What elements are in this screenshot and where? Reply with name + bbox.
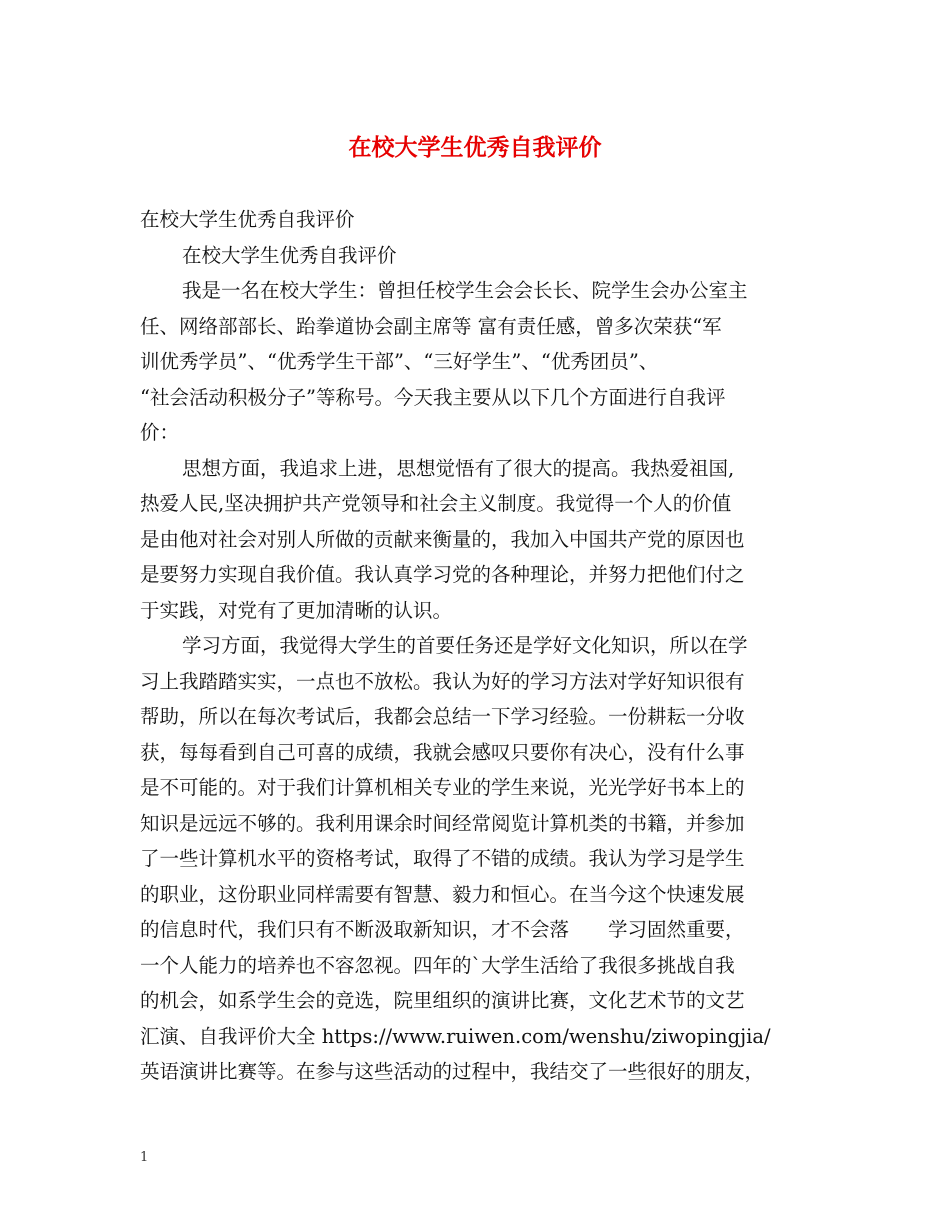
text-line: 学习方面，我觉得大学生的首要任务还是学好文化知识，所以在学	[182, 634, 748, 657]
text-line: 我是一名在校大学生：曾担任校学生会会长长、院学生会办公室主	[182, 279, 748, 302]
text-line: 任、网络部部长、跆拳道协会副主席等 富有责任感，曾多次荣获“军	[140, 314, 722, 338]
text-line: 是要努力实现自我价值。我认真学习党的各种理论，并努力把他们付之	[140, 563, 745, 586]
text-line: 知识是远远不够的。我利用课余时间经常阅览计算机类的书籍，并参加	[140, 811, 745, 835]
text-line: 一个人能力的培养也不容忽视。四年的`大学生活给了我很多挑战自我	[140, 953, 735, 977]
text-line: 英语演讲比赛等。在参与这些活动的过程中，我结交了一些很好的朋友，	[140, 1060, 765, 1083]
text-line: “社会活动积极分子”等称号。今天我主要从以下几个方面进行自我评	[140, 385, 726, 409]
text-line: 训优秀学员”、“优秀学生干部”、“三好学生”、“优秀团员”、	[140, 350, 659, 373]
text-line: 是由他对社会对别人所做的贡献来衡量的，我加入中国共产党的原因也	[140, 527, 745, 551]
text-line: 是不可能的。对于我们计算机相关专业的学生来说，光光学好书本上的	[140, 776, 745, 799]
text-line: 了一些计算机水平的资格考试，取得了不错的成绩。我认为学习是学生	[140, 847, 745, 870]
text-line: 帮助，所以在每次考试后，我都会总结一下学习经验。一份耕耘一分收	[140, 705, 745, 728]
text-line: 获，每每看到自己可喜的成绩，我就会感叹只要你有决心，没有什么事	[140, 740, 745, 764]
document-body	[140, 202, 816, 1090]
page-number: 1	[140, 1150, 149, 1165]
text-line: 价：	[140, 421, 180, 444]
text-line: 的信息时代，我们只有不断汲取新知识，才不会落 学习固然重要，	[140, 918, 745, 941]
text-line: 的职业，这份职业同样需要有智慧、毅力和恒心。在当今这个快速发展	[140, 882, 745, 906]
document-title: 在校大学生优秀自我评价	[348, 134, 602, 161]
text-line: 的机会，如系学生会的竞选，院里组织的演讲比赛，文化艺术节的文艺	[140, 989, 745, 1012]
text-line: 习上我踏踏实实，一点也不放松。我认为好的学习方法对学好知识很有	[140, 669, 745, 693]
text-line: 汇演、自我评价大全 https://www.ruiwen.com/wenshu/ziwopingjia/	[140, 1024, 771, 1048]
text-line: 在校大学生优秀自我评价	[140, 208, 355, 231]
text-line: 思想方面，我追求上进，思想觉悟有了很大的提高。我热爱祖国,	[182, 456, 735, 480]
text-line: 在校大学生优秀自我评价	[182, 243, 397, 267]
text-line: 于实践，对党有了更加清晰的认识。	[140, 598, 453, 622]
text-line: 热爱人民,坚决拥护共产党领导和社会主义制度。我觉得一个人的价值	[140, 492, 732, 515]
